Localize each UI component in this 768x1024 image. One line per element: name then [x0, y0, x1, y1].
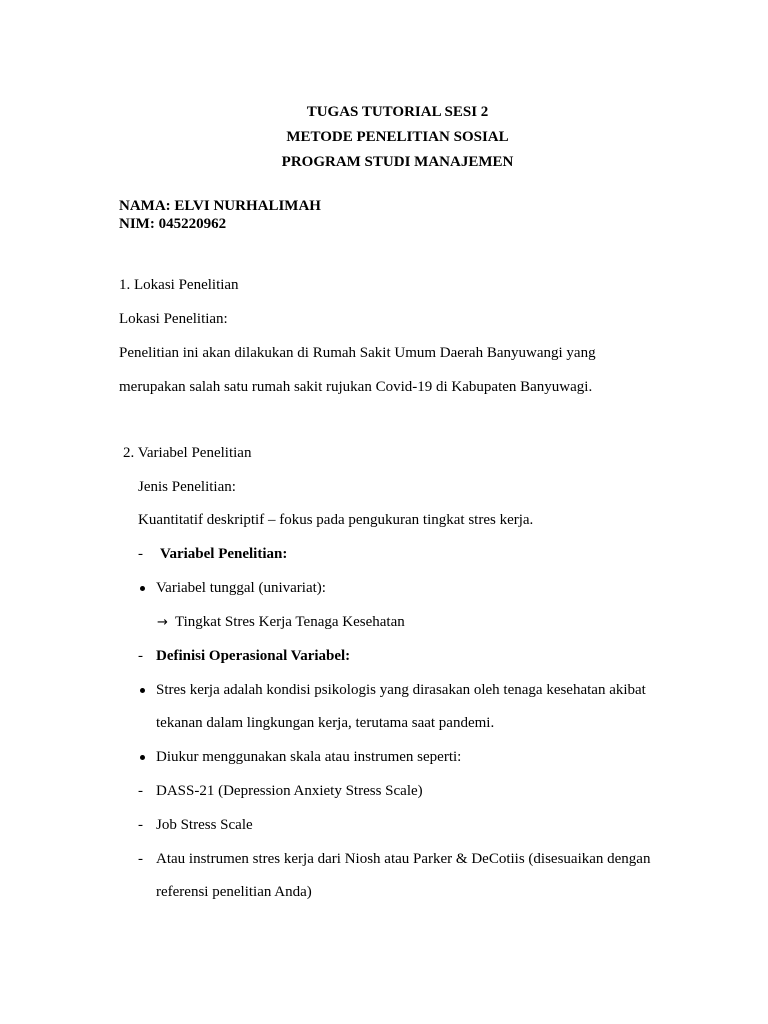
bullet-icon [140, 586, 145, 591]
title-line-1: TUGAS TUTORIAL SESI 2 [306, 104, 489, 120]
dash-marker: - [138, 783, 143, 799]
student-name: NAMA: ELVI NURHALIMAH [119, 198, 321, 214]
title-line-2: METODE PENELITIAN SOSIAL [286, 129, 509, 145]
definisi-line-1: Stres kerja adalah kondisi psikologis yang dirasakan oleh tenaga kesehatan akibat [156, 682, 646, 698]
section-1-heading: 1. Lokasi Penelitian [119, 277, 239, 293]
section-1-text-line-2: merupakan salah satu rumah sakit rujukan Covid-19 di Kabupaten Banyuwagi. [119, 379, 593, 395]
section-1-text-line-1: Penelitian ini akan dilakukan di Rumah Sakit Umum Daerah Banyuwangi yang [119, 345, 596, 361]
diukur-bullet: Diukur menggunakan skala atau instrumen seperti: [156, 749, 462, 765]
dash-marker: - [138, 817, 143, 833]
instrument-3-line-1: Atau instrumen stres kerja dari Niosh atau Parker & DeCotiis (disesuaikan dengan [156, 851, 651, 867]
title-line-3: PROGRAM STUDI MANAJEMEN [281, 154, 514, 170]
jenis-penelitian-label: Jenis Penelitian: [138, 479, 236, 495]
variabel-heading: Variabel Penelitian: [160, 546, 288, 562]
dash-marker: - [138, 648, 143, 664]
section-1-label: Lokasi Penelitian: [119, 311, 228, 327]
student-nim: NIM: 045220962 [119, 216, 227, 232]
dash-marker: - [138, 851, 143, 867]
section-2-heading: 2. Variabel Penelitian [123, 445, 252, 461]
instrument-3-line-2: referensi penelitian Anda) [156, 884, 312, 900]
instrument-1: DASS-21 (Depression Anxiety Stress Scale) [156, 783, 423, 799]
definisi-heading: Definisi Operasional Variabel: [156, 648, 351, 664]
bullet-icon [140, 755, 145, 760]
bullet-icon [140, 688, 145, 693]
variabel-bullet: Variabel tunggal (univariat): [156, 580, 326, 596]
instrument-2: Job Stress Scale [156, 817, 253, 833]
definisi-line-2: tekanan dalam lingkungan kerja, terutama saat pandemi. [156, 715, 495, 731]
variabel-arrow-item: Tingkat Stres Kerja Tenaga Kesehatan [175, 614, 405, 630]
jenis-penelitian-text: Kuantitatif deskriptif – fokus pada pengukuran tingkat stres kerja. [138, 512, 534, 528]
arrow-right-icon: → [157, 615, 168, 630]
dash-marker: - [138, 546, 143, 562]
